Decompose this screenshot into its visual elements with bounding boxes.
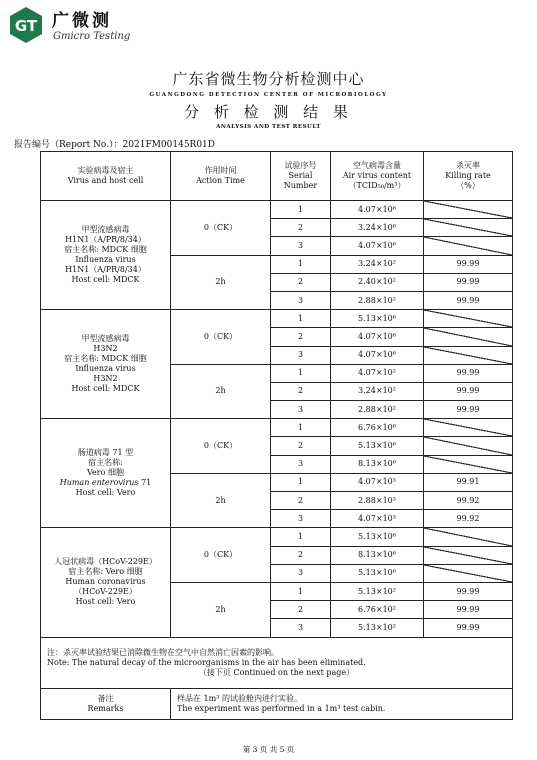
- center-title-en: GUANGDONG DETECTION CENTER OF MICROBIOLOGY: [149, 92, 388, 98]
- killing-rate-empty-cell: [424, 346, 513, 364]
- action-time-cell: 2h: [171, 473, 271, 528]
- virus-line: Vero 细胞: [87, 468, 124, 478]
- killing-rate-empty-cell: [424, 546, 513, 564]
- note-cn: 注：杀灭率试验结果已消除微生物在空气中自然消亡因素的影响。: [47, 647, 279, 657]
- killing-rate-empty-cell: [424, 201, 513, 219]
- killing-rate-cell: 99.99: [424, 401, 513, 419]
- serial-cell: 3: [271, 619, 331, 637]
- serial-cell: 1: [271, 473, 331, 491]
- brand-name-cn: 广微测: [52, 11, 112, 31]
- page-number: 第 3 页 共 5 页: [242, 745, 295, 754]
- continued-note: （接下页 Continued on the next page）: [198, 667, 355, 677]
- air-content-cell: 2.40×10²: [331, 273, 424, 291]
- virus-line: 宿主名称: MDCK 细胞: [64, 354, 147, 364]
- serial-cell: 2: [271, 328, 331, 346]
- serial-cell: 2: [271, 382, 331, 400]
- gmicro-logo: [8, 6, 44, 44]
- species-name: Human enterovirus: [59, 478, 139, 488]
- logo-text: GT: [14, 17, 38, 35]
- serial-cell: 1: [271, 582, 331, 600]
- killing-rate-empty-cell: [424, 437, 513, 455]
- air-content-cell: 2.88×10²: [331, 291, 424, 309]
- virus-cell: [41, 419, 171, 528]
- killing-rate-empty-cell: [424, 328, 513, 346]
- serial-cell: 2: [271, 437, 331, 455]
- serial-cell: 1: [271, 419, 331, 437]
- serial-cell: 3: [271, 564, 331, 582]
- result-table: [40, 151, 513, 720]
- killing-rate-cell: 99.99: [424, 601, 513, 619]
- action-time-cell: 0（CK）: [171, 310, 271, 365]
- serial-cell: 3: [271, 346, 331, 364]
- virus-line: Host cell: Vero: [75, 488, 136, 498]
- killing-rate-cell: 99.99: [424, 255, 513, 273]
- notes-row: [41, 637, 513, 688]
- remarks-row: [41, 688, 513, 719]
- action-time-cell: 0（CK）: [171, 419, 271, 474]
- serial-cell: 2: [271, 273, 331, 291]
- air-content-cell: 2.88×10²: [331, 401, 424, 419]
- virus-line: Host cell: MDCK: [71, 275, 140, 285]
- virus-line: Host cell: Vero: [75, 597, 136, 607]
- serial-cell: 3: [271, 455, 331, 473]
- virus-line: 甲型流感病毒: [81, 225, 130, 235]
- air-content-cell: 8.13×10⁶: [331, 546, 424, 564]
- killing-rate-cell: 99.99: [424, 382, 513, 400]
- air-content-cell: 4.07×10⁶: [331, 237, 424, 255]
- virus-line: 宿主名称: Vero 细胞: [68, 567, 143, 577]
- serial-cell: 2: [271, 546, 331, 564]
- virus-line: H3N2: [93, 374, 118, 384]
- remarks-text-cn: 样品在 1m³ 的试验舱内进行实验。: [177, 693, 302, 703]
- serial-cell: 2: [271, 601, 331, 619]
- air-content-cell: 4.07×10⁶: [331, 346, 424, 364]
- air-content-cell: 4.07×10⁶: [331, 201, 424, 219]
- action-time-cell: 2h: [171, 364, 271, 419]
- air-content-cell: 3.24×10²: [331, 255, 424, 273]
- virus-line: H1N1（A/PR/8/34）: [65, 235, 146, 245]
- report-number: 报告编号（Report N​o.）：2021FM00145R01D: [14, 140, 215, 150]
- action-time-cell: 2h: [171, 255, 271, 310]
- air-content-cell: 5.13×10²: [331, 582, 424, 600]
- header-air: 空气病毒含量 Air virus content （TCID₅₀/m³）: [331, 152, 424, 201]
- report-title-en: ANALYSIS AND TEST RESULT: [216, 124, 321, 130]
- serial-cell: 2: [271, 492, 331, 510]
- killing-rate-empty-cell: [424, 237, 513, 255]
- header-virus: 实验病毒及宿主 Virus and host cell: [41, 152, 171, 201]
- air-content-cell: 6.76×10⁶: [331, 419, 424, 437]
- virus-line: 甲型流感病毒: [81, 334, 130, 344]
- virus-line: 人冠状病毒（HCoV-229E）: [54, 557, 157, 567]
- header-kill: 杀灭率 Killing rate （%）: [424, 152, 513, 201]
- virus-line: 宿主名称:: [88, 458, 123, 468]
- serial-cell: 2: [271, 219, 331, 237]
- report-title-cn: 分 析 检 测 结 果: [184, 103, 353, 121]
- table-header-row: [41, 152, 513, 201]
- virus-line: （HCoV-229E）: [74, 587, 137, 597]
- serial-cell: 1: [271, 364, 331, 382]
- remarks-label-en: Remarks: [87, 703, 124, 713]
- virus-cell: [41, 310, 171, 419]
- killing-rate-cell: 99.99: [424, 619, 513, 637]
- remarks-text-en: The experiment was performed in a 1m³ test cabin.: [177, 703, 386, 713]
- killing-rate-cell: 99.91: [424, 473, 513, 491]
- header-serial: 试验序号 Serial Number: [271, 152, 331, 201]
- air-content-cell: 3.24×10²: [331, 382, 424, 400]
- killing-rate-empty-cell: [424, 455, 513, 473]
- table-row: [41, 310, 513, 328]
- remarks-label-cn: 备注: [97, 693, 114, 703]
- killing-rate-cell: 99.99: [424, 364, 513, 382]
- killing-rate-cell: 99.99: [424, 273, 513, 291]
- killing-rate-cell: 99.92: [424, 510, 513, 528]
- serial-cell: 3: [271, 237, 331, 255]
- air-content-cell: 2.88×10³: [331, 492, 424, 510]
- air-content-cell: 3.24×10⁶: [331, 219, 424, 237]
- table-row: [41, 528, 513, 546]
- air-content-cell: 4.07×10⁶: [331, 328, 424, 346]
- air-content-cell: 6.76×10²: [331, 601, 424, 619]
- air-content-cell: 5.13×10⁶: [331, 310, 424, 328]
- killing-rate-empty-cell: [424, 419, 513, 437]
- serial-cell: 3: [271, 291, 331, 309]
- virus-cell: [41, 201, 171, 310]
- virus-cell: [41, 528, 171, 637]
- action-time-cell: 0（CK）: [171, 201, 271, 256]
- virus-line: Human coronavirus: [65, 577, 146, 587]
- serial-cell: 1: [271, 201, 331, 219]
- action-time-cell: 0（CK）: [171, 528, 271, 583]
- air-content-cell: 5.13×10²: [331, 619, 424, 637]
- serial-cell: 3: [271, 510, 331, 528]
- virus-line: 肠道病毒 71 型: [77, 448, 134, 458]
- virus-line: Influenza virus: [75, 364, 136, 374]
- header-time: 作用时间 Action Time: [171, 152, 271, 201]
- killing-rate-empty-cell: [424, 528, 513, 546]
- serial-cell: 1: [271, 255, 331, 273]
- virus-line: Influenza virus: [75, 255, 136, 265]
- serial-cell: 3: [271, 401, 331, 419]
- virus-line: Human enterovirus 71: [59, 478, 152, 488]
- killing-rate-empty-cell: [424, 310, 513, 328]
- center-title-cn: 广东省微生物分析检测中心: [172, 70, 365, 88]
- air-content-cell: 5.13×10⁶: [331, 528, 424, 546]
- action-time-cell: 2h: [171, 582, 271, 637]
- killing-rate-cell: 99.99: [424, 291, 513, 309]
- virus-line: H1N1（A/PR/8/34）: [65, 265, 146, 275]
- virus-line: Host cell: MDCK: [71, 384, 140, 394]
- virus-line: H3N2: [93, 344, 118, 354]
- table-row: [41, 419, 513, 437]
- air-content-cell: 4.07×10³: [331, 473, 424, 491]
- table-row: [41, 201, 513, 219]
- virus-line: 宿主名称: MDCK 细胞: [64, 245, 147, 255]
- air-content-cell: 5.13×10⁶: [331, 564, 424, 582]
- serial-cell: 1: [271, 310, 331, 328]
- killing-rate-cell: 99.99: [424, 582, 513, 600]
- air-content-cell: 4.07×10²: [331, 364, 424, 382]
- serial-cell: 1: [271, 528, 331, 546]
- note-en: Note: The natural decay of the microorganisms in the air has been eliminated.: [47, 657, 366, 667]
- killing-rate-empty-cell: [424, 219, 513, 237]
- brand-name-en: Gmicro Testing: [53, 31, 131, 42]
- killing-rate-cell: 99.92: [424, 492, 513, 510]
- killing-rate-empty-cell: [424, 564, 513, 582]
- air-content-cell: 5.13×10⁶: [331, 437, 424, 455]
- air-content-cell: 4.07×10³: [331, 510, 424, 528]
- air-content-cell: 8.13×10⁶: [331, 455, 424, 473]
